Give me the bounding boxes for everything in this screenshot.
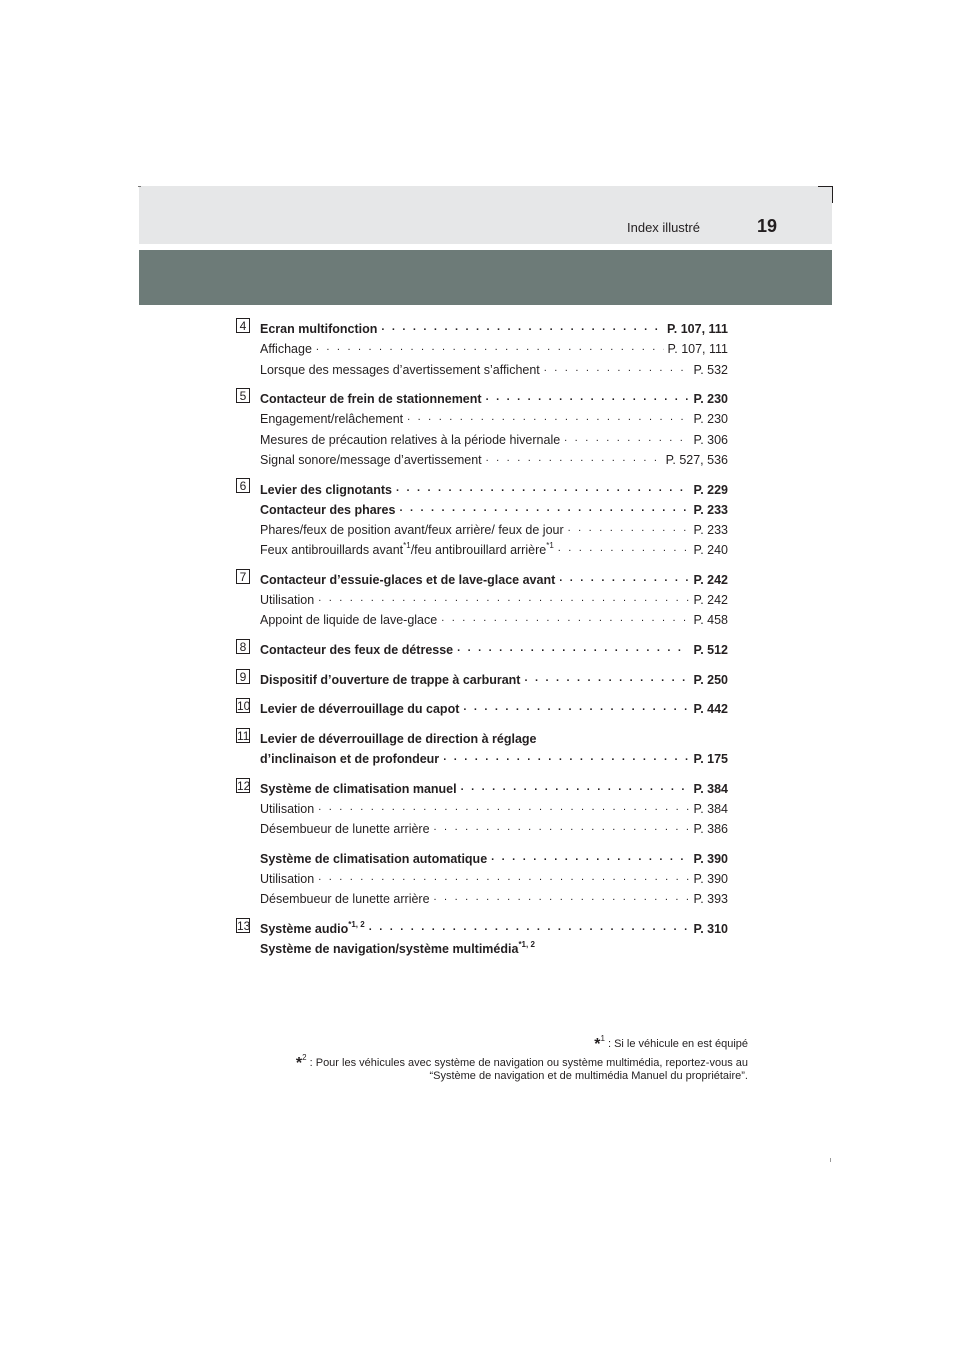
item-number-badge: 13 xyxy=(237,919,251,933)
item-number-badge: 11 xyxy=(237,728,250,743)
footnote-number: 2 xyxy=(302,1053,307,1062)
index-subentry[interactable] xyxy=(260,426,728,446)
page-reference[interactable]: P. 442 xyxy=(693,702,728,717)
index-entry[interactable] xyxy=(260,386,728,406)
entry-label xyxy=(260,702,459,716)
page-reference[interactable]: P. 233 xyxy=(693,522,728,537)
entry-label-text: d’inclinaison et de profondeur xyxy=(260,752,440,767)
entry-label-text: Utilisation xyxy=(260,802,315,817)
index-entry[interactable] xyxy=(260,476,728,496)
page-header xyxy=(139,186,832,244)
dot-leader xyxy=(318,871,689,883)
dot-leader xyxy=(461,781,690,793)
entry-label-text: Système de navigation/système multimédia xyxy=(260,942,519,957)
page-reference[interactable]: P. 532 xyxy=(693,362,728,377)
index-subentry[interactable] xyxy=(260,406,728,426)
entry-label xyxy=(260,752,439,766)
index-entry[interactable] xyxy=(260,776,728,796)
index-subentry[interactable] xyxy=(260,866,728,886)
entry-label xyxy=(260,852,487,866)
index-group xyxy=(236,696,728,716)
illustration-band xyxy=(139,250,832,305)
dot-leader xyxy=(558,542,690,554)
page-reference[interactable]: P. 527, 536 xyxy=(665,452,728,467)
index-entry[interactable] xyxy=(260,746,728,766)
entry-label xyxy=(260,673,520,687)
entry-label-text: Affichage xyxy=(260,342,312,357)
entry-label xyxy=(260,802,314,816)
footnote-ref: *1, 2 xyxy=(518,940,535,950)
index-group xyxy=(236,637,728,657)
dot-leader xyxy=(491,851,689,863)
footnotes xyxy=(148,1034,748,1089)
entry-label-text: Système de climatisation manuel xyxy=(260,781,457,796)
page-reference[interactable]: P. 229 xyxy=(693,482,728,497)
entry-label-text: Mesures de précaution relatives à la période hivernale xyxy=(260,432,561,447)
dot-leader xyxy=(564,432,689,444)
entry-label-text: Contacteur des feux de détresse xyxy=(260,642,454,657)
dot-leader xyxy=(457,642,689,654)
page-reference[interactable]: P. 233 xyxy=(693,502,728,517)
crop-mark xyxy=(832,186,833,203)
dot-leader xyxy=(568,522,690,534)
section-title: Index illustré xyxy=(627,220,700,235)
page-reference[interactable]: P. 230 xyxy=(693,412,728,427)
dot-leader xyxy=(369,921,690,933)
entry-label-text: Lorsque des messages d’avertissement s’affichent xyxy=(260,362,540,377)
index-group xyxy=(236,667,728,687)
entry-label-text: Désembueur de lunette arrière xyxy=(260,822,430,837)
page-number: 19 xyxy=(757,216,778,236)
entry-label-text: /feu antibrouillard arrière xyxy=(410,543,547,558)
index-group xyxy=(236,567,728,628)
index-entry[interactable] xyxy=(260,667,728,687)
index-subentry[interactable] xyxy=(260,517,728,537)
entry-label xyxy=(260,433,560,447)
crop-mark xyxy=(830,1158,831,1162)
page-reference[interactable]: P. 384 xyxy=(693,781,728,796)
page-reference[interactable]: P. 175 xyxy=(693,752,728,767)
item-number-badge: 5 xyxy=(236,388,250,403)
entry-label-text: Contacteur d’essuie-glaces et de lave-glace avant xyxy=(260,572,556,587)
index-entry[interactable] xyxy=(260,936,728,956)
dot-leader xyxy=(381,321,663,333)
page-reference[interactable]: P. 107, 111 xyxy=(667,342,728,357)
entry-label xyxy=(260,573,555,587)
entry-label-text: Engagement/relâchement xyxy=(260,412,404,427)
entry-label-text: Feux antibrouillards avant xyxy=(260,543,404,558)
entry-label-text: Système audio xyxy=(260,922,349,937)
index-group xyxy=(236,316,728,377)
dot-leader xyxy=(544,362,690,374)
dot-leader xyxy=(559,572,689,584)
entry-label xyxy=(260,782,457,796)
page-reference[interactable]: P. 386 xyxy=(693,822,728,837)
index-group xyxy=(236,386,728,467)
entry-label-text: Utilisation xyxy=(260,872,315,887)
entry-label xyxy=(260,503,395,517)
crop-mark xyxy=(138,186,141,187)
entry-label xyxy=(260,872,314,886)
item-number-badge: 10 xyxy=(237,699,251,714)
footnote-ref: *1 xyxy=(403,541,411,551)
entry-label xyxy=(260,593,314,607)
entry-label xyxy=(260,543,554,557)
page-reference[interactable]: P. 390 xyxy=(693,852,728,867)
item-number-badge: 7 xyxy=(236,569,250,584)
entry-label xyxy=(260,732,537,746)
entry-label-text: Système de climatisation automatique xyxy=(260,852,488,867)
dot-leader xyxy=(316,341,664,353)
index-entry[interactable] xyxy=(260,846,728,866)
item-number-badge: 9 xyxy=(236,669,250,684)
entry-label xyxy=(260,483,392,497)
index-entry[interactable] xyxy=(260,567,728,587)
dot-leader xyxy=(524,672,689,684)
entry-label xyxy=(260,453,482,467)
index-subentry[interactable] xyxy=(260,447,728,467)
page-reference[interactable]: P. 242 xyxy=(693,572,728,587)
dot-leader xyxy=(441,612,689,624)
dot-leader xyxy=(407,411,689,423)
entry-label xyxy=(260,942,535,956)
entry-label xyxy=(260,613,437,627)
entry-label-text: Appoint de liquide de lave-glace xyxy=(260,613,438,628)
item-number-badge: 12 xyxy=(237,778,251,793)
footnote-1 xyxy=(148,1034,748,1053)
entry-label-text: Utilisation xyxy=(260,593,315,608)
entry-label xyxy=(260,523,564,537)
index-subentry[interactable] xyxy=(260,816,728,836)
index-entry[interactable] xyxy=(260,316,728,336)
page-reference[interactable]: P. 512 xyxy=(693,642,728,657)
footnote-2 xyxy=(148,1053,748,1083)
index-entry[interactable] xyxy=(260,696,728,716)
entry-label xyxy=(260,412,403,426)
item-number-badge: 8 xyxy=(236,639,250,654)
page-reference[interactable]: P. 230 xyxy=(693,392,728,407)
entry-label-text: Désembueur de lunette arrière xyxy=(260,892,430,907)
index-entry[interactable] xyxy=(260,916,728,936)
crop-mark xyxy=(818,186,833,187)
footnote-text: “Système de navigation et de multimédia Manuel du propriétaire”. xyxy=(429,1070,748,1082)
page-reference[interactable]: P. 310 xyxy=(693,922,728,937)
entry-label xyxy=(260,892,430,906)
dot-leader xyxy=(443,751,689,763)
index-entry[interactable] xyxy=(260,726,728,746)
page-reference[interactable]: P. 393 xyxy=(693,892,728,907)
entry-label xyxy=(260,322,377,336)
index-group xyxy=(236,726,728,766)
entry-label-text: Contacteur des phares xyxy=(260,502,396,517)
index-entry[interactable] xyxy=(260,497,728,517)
entry-label-text: Ecran multifonction xyxy=(260,322,378,337)
page-reference[interactable]: P. 250 xyxy=(693,672,728,687)
entry-label-text: Phares/feux de position avant/feux arrière/ feux de jour xyxy=(260,522,564,537)
dot-leader xyxy=(434,891,690,903)
index-subentry[interactable] xyxy=(260,336,728,356)
dot-leader xyxy=(318,592,689,604)
dot-leader xyxy=(486,452,662,464)
item-number-badge: 6 xyxy=(236,478,250,493)
page-reference[interactable]: P. 306 xyxy=(693,432,728,447)
page-reference[interactable]: P. 242 xyxy=(693,593,728,608)
index-entry[interactable] xyxy=(260,637,728,657)
index-subentry[interactable] xyxy=(260,607,728,627)
dot-leader xyxy=(396,482,689,494)
index-group xyxy=(236,476,728,557)
page-reference[interactable]: P. 384 xyxy=(693,802,728,817)
entry-label xyxy=(260,643,453,657)
index-subentry[interactable] xyxy=(260,356,728,376)
index-subentry[interactable] xyxy=(260,537,728,557)
entry-label-text: Levier de déverrouillage de direction à réglage xyxy=(260,732,537,747)
entry-label-text: Dispositif d’ouverture de trappe à carburant xyxy=(260,672,521,687)
index-group xyxy=(236,846,728,907)
footnote-mark: * xyxy=(295,1055,303,1072)
index-subentry[interactable] xyxy=(260,886,728,906)
page-reference[interactable]: P. 107, 111 xyxy=(667,322,728,337)
dot-leader xyxy=(486,391,690,403)
entry-label xyxy=(260,922,365,936)
entry-label-text: Signal sonore/message d’avertissement xyxy=(260,452,482,467)
page-reference[interactable]: P. 458 xyxy=(693,613,728,628)
item-number-badge: 4 xyxy=(236,318,250,333)
entry-label xyxy=(260,392,482,406)
page-reference[interactable]: P. 240 xyxy=(693,543,728,558)
footnote-number: 1 xyxy=(600,1034,605,1043)
entry-label-text: Levier de déverrouillage du capot xyxy=(260,702,460,717)
footnote-ref: *1 xyxy=(546,541,554,551)
entry-label xyxy=(260,342,312,356)
footnote-text: : Si le véhicule en est équipé xyxy=(604,1038,748,1050)
entry-label xyxy=(260,363,540,377)
footnote-ref: *1, 2 xyxy=(348,920,365,930)
dot-leader xyxy=(463,701,689,713)
page-reference[interactable]: P. 390 xyxy=(693,872,728,887)
dot-leader xyxy=(318,801,689,813)
index-subentry[interactable] xyxy=(260,587,728,607)
index-subentry[interactable] xyxy=(260,796,728,816)
footnote-mark: * xyxy=(594,1036,601,1053)
dot-leader xyxy=(434,821,690,833)
entry-label xyxy=(260,822,430,836)
index-group xyxy=(236,776,728,837)
footnote-text: : Pour les véhicules avec système de navigation ou système multimédia, reportez-vous au xyxy=(306,1057,748,1069)
index-group xyxy=(236,916,728,956)
entry-label-text: Contacteur de frein de stationnement xyxy=(260,392,482,407)
entry-label-text: Levier des clignotants xyxy=(260,482,392,497)
dot-leader xyxy=(399,502,689,514)
